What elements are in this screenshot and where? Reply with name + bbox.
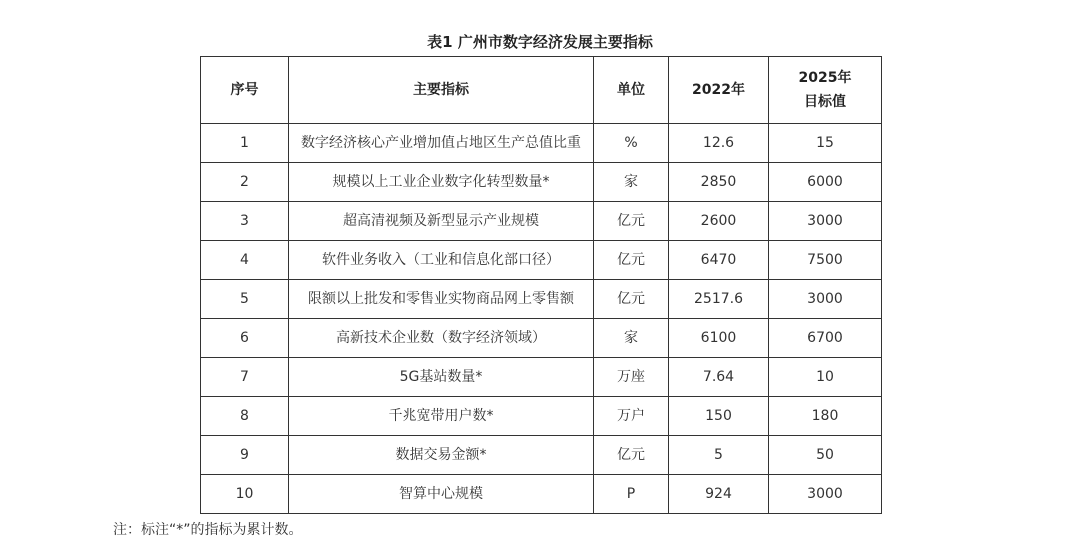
cell-unit: 万座 xyxy=(594,358,669,397)
cell-2022: 2600 xyxy=(669,202,769,241)
cell-indicator: 千兆宽带用户数* xyxy=(289,397,594,436)
cell-2025-target: 6700 xyxy=(769,319,882,358)
cell-2025-target: 7500 xyxy=(769,241,882,280)
cell-2025-target: 15 xyxy=(769,124,882,163)
table-row xyxy=(201,319,882,358)
cell-indicator: 高新技术企业数（数字经济领域） xyxy=(289,319,594,358)
table-row xyxy=(201,358,882,397)
cell-indicator: 超高清视频及新型显示产业规模 xyxy=(289,202,594,241)
cell-index: 7 xyxy=(201,358,289,397)
table-row xyxy=(201,280,882,319)
cell-2025-target: 6000 xyxy=(769,163,882,202)
cell-index: 3 xyxy=(201,202,289,241)
cell-index: 8 xyxy=(201,397,289,436)
cell-unit: 家 xyxy=(594,163,669,202)
cell-indicator: 5G基站数量* xyxy=(289,358,594,397)
cell-unit: 亿元 xyxy=(594,280,669,319)
cell-index: 10 xyxy=(201,475,289,514)
cell-index: 9 xyxy=(201,436,289,475)
cell-unit: 亿元 xyxy=(594,202,669,241)
cell-2022: 7.64 xyxy=(669,358,769,397)
header-indicator: 主要指标 xyxy=(289,57,594,124)
header-unit: 单位 xyxy=(594,57,669,124)
cell-index: 1 xyxy=(201,124,289,163)
cell-2025-target: 3000 xyxy=(769,202,882,241)
cell-unit: 亿元 xyxy=(594,241,669,280)
cell-index: 2 xyxy=(201,163,289,202)
table-row xyxy=(201,436,882,475)
cell-2022: 12.6 xyxy=(669,124,769,163)
table-title: 表1 广州市数字经济发展主要指标 xyxy=(427,33,653,51)
footnote: 注：标注“*”的指标为累计数。 xyxy=(113,522,303,538)
table-body xyxy=(201,124,882,514)
cell-2022: 6470 xyxy=(669,241,769,280)
cell-2025-target: 180 xyxy=(769,397,882,436)
cell-2022: 924 xyxy=(669,475,769,514)
header-row xyxy=(201,57,882,124)
cell-2022: 6100 xyxy=(669,319,769,358)
cell-2025-target: 50 xyxy=(769,436,882,475)
cell-unit: 亿元 xyxy=(594,436,669,475)
cell-2022: 2850 xyxy=(669,163,769,202)
cell-index: 6 xyxy=(201,319,289,358)
table-row xyxy=(201,202,882,241)
cell-unit: P xyxy=(594,475,669,514)
table-row xyxy=(201,397,882,436)
cell-indicator: 数字经济核心产业增加值占地区生产总值比重 xyxy=(289,124,594,163)
cell-unit: % xyxy=(594,124,669,163)
cell-indicator: 限额以上批发和零售业实物商品网上零售额 xyxy=(289,280,594,319)
cell-indicator: 规模以上工业企业数字化转型数量* xyxy=(289,163,594,202)
cell-2025-target: 3000 xyxy=(769,280,882,319)
cell-indicator: 软件业务收入（工业和信息化部口径） xyxy=(289,241,594,280)
header-index: 序号 xyxy=(201,57,289,124)
table-row xyxy=(201,124,882,163)
cell-2025-target: 3000 xyxy=(769,475,882,514)
cell-2022: 5 xyxy=(669,436,769,475)
table-row xyxy=(201,241,882,280)
header-2025-target-label: 目标值 xyxy=(804,94,846,110)
table-row xyxy=(201,475,882,514)
cell-2022: 150 xyxy=(669,397,769,436)
cell-index: 4 xyxy=(201,241,289,280)
cell-2022: 2517.6 xyxy=(669,280,769,319)
cell-2025-target: 10 xyxy=(769,358,882,397)
table-row xyxy=(201,163,882,202)
header-2025-target xyxy=(769,57,882,124)
indicators-table xyxy=(200,56,882,514)
cell-index: 5 xyxy=(201,280,289,319)
cell-indicator: 智算中心规模 xyxy=(289,475,594,514)
cell-unit: 家 xyxy=(594,319,669,358)
header-2022: 2022年 xyxy=(669,57,769,124)
header-2025-year: 2025年 xyxy=(798,70,852,86)
cell-indicator: 数据交易金额* xyxy=(289,436,594,475)
cell-unit: 万户 xyxy=(594,397,669,436)
